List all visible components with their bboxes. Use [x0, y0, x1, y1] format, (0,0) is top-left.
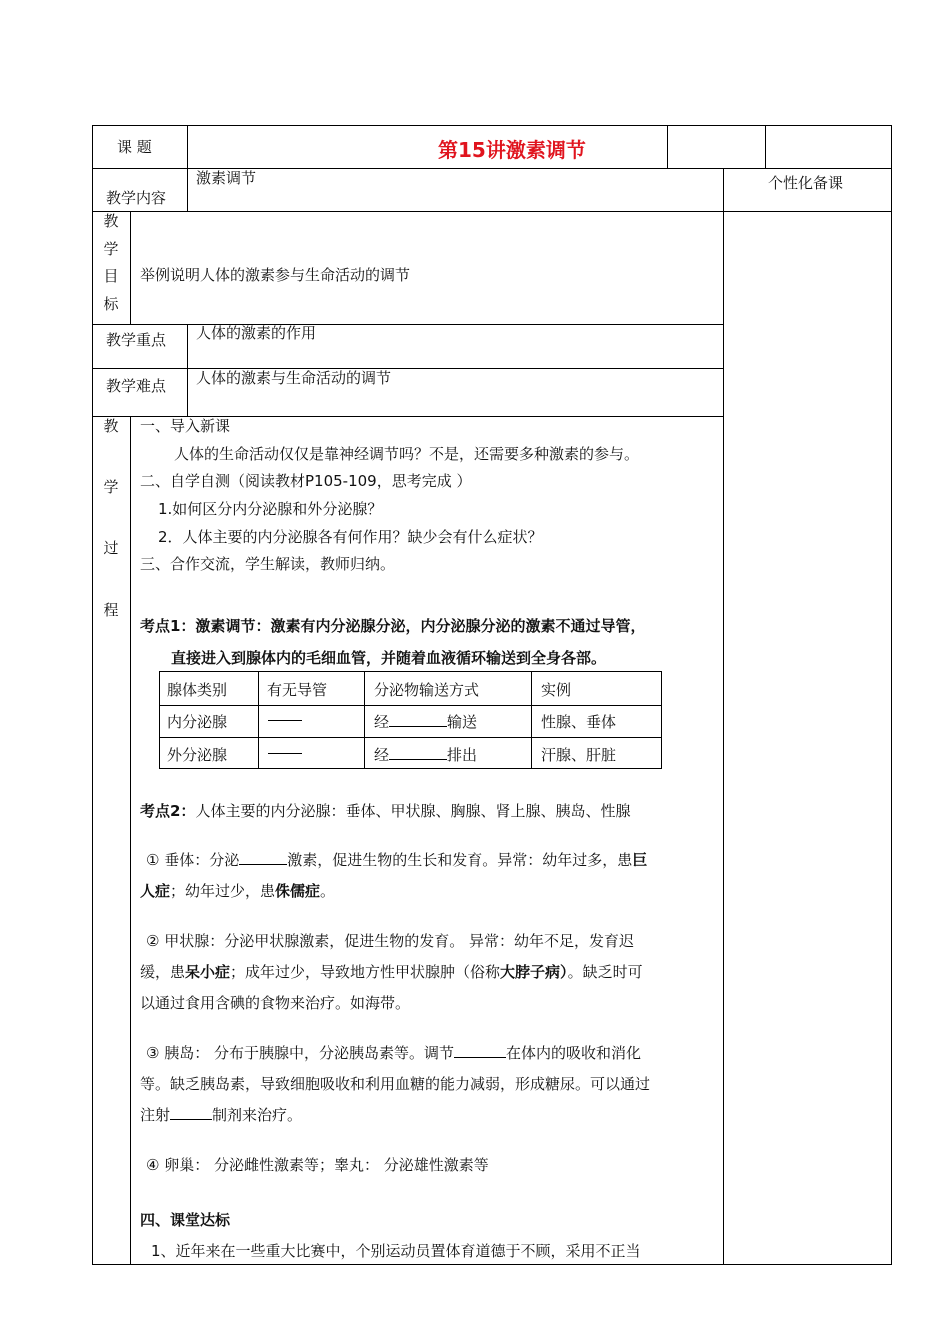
gonads-line: ④ 卵巢： 分泌雌性激素等；睾丸： 分泌雄性激素等	[146, 1156, 489, 1174]
text: 。缺乏时可	[567, 963, 643, 981]
section2-heading: 二、自学自测（阅读教材P105-109，思考完成 ）	[140, 472, 472, 490]
key-point-2	[140, 802, 630, 821]
process-label-char: 过	[103, 539, 119, 557]
section4-question-1: 1、近年来在一些重大比赛中，个别运动员置体育道德于不顾，采用不正当	[151, 1242, 641, 1260]
question-1: 1.如何区分内分泌腺和外分泌腺？	[158, 500, 383, 518]
gland-table-header: 分泌物输送方式	[374, 681, 480, 699]
blank-line	[268, 753, 302, 754]
subject-label: 课 题	[117, 138, 152, 156]
gland-table-cell	[374, 746, 477, 765]
section3-heading: 三、合作交流，学生解读，教师归纳。	[140, 555, 396, 573]
process-label-char: 教	[103, 417, 119, 435]
text: ；幼年过少，患	[170, 882, 276, 900]
pituitary-line1	[146, 851, 647, 870]
process-label-char: 程	[103, 601, 119, 619]
text: 。	[320, 882, 336, 900]
gland-table-cell	[374, 713, 477, 732]
text: ③ 胰岛： 分布于胰腺中，分泌胰岛素等。调节	[146, 1044, 454, 1062]
content-label: 教学内容	[106, 189, 167, 207]
key-point-label: 教学重点	[106, 331, 167, 349]
cell-suffix: 排出	[447, 746, 478, 764]
gland-table-line	[531, 671, 532, 769]
objective-text: 举例说明人体的激素参与生命活动的调节	[140, 266, 411, 284]
objective-label-char: 标	[103, 295, 119, 313]
content-value: 激素调节	[196, 169, 257, 187]
key-point-text: 人体的激素的作用	[196, 324, 317, 342]
text: 制剂来治疗。	[212, 1106, 303, 1124]
process-label-char: 学	[103, 478, 119, 496]
objective-label-char: 学	[103, 240, 119, 258]
section1-text: 人体的生命活动仅仅是靠神经调节吗？不是，还需要多种激素的参与。	[174, 445, 640, 463]
gland-table-cell: 性腺、垂体	[541, 713, 617, 731]
fill-blank	[389, 713, 447, 727]
section4-heading: 四、课堂达标	[140, 1211, 231, 1229]
key-point-2-label: 考点2：	[140, 802, 196, 820]
objective-label-char: 教	[103, 212, 119, 230]
key-point-2-text: 人体主要的内分泌腺：垂体、甲状腺、胸腺、肾上腺、胰岛、性腺	[195, 802, 631, 820]
gland-table-line	[364, 671, 365, 769]
text: 在体内的吸收和消化	[506, 1044, 642, 1062]
text: 激素，促进生物的生长和发育。异常：幼年过多，患	[287, 851, 633, 869]
table-line-title-right	[667, 125, 668, 168]
key-point-1-line2: 直接进入到腺体内的毛细血管，并随着血液循环输送到全身各部。	[171, 649, 607, 667]
islets-line2: 等。缺乏胰岛素，导致细胞吸收和利用血糖的能力减弱，形成糖尿。可以通过	[140, 1075, 651, 1093]
islets-line1	[146, 1044, 641, 1063]
emphasis: 人症	[140, 882, 171, 900]
emphasis: 巨	[632, 851, 648, 869]
text: 缓，患	[140, 963, 186, 981]
gland-table-line	[159, 737, 662, 738]
table-line-extra	[765, 125, 766, 168]
gland-table-line	[159, 768, 662, 769]
table-line-label-col-c	[187, 324, 188, 416]
section1-heading: 一、导入新课	[140, 417, 231, 435]
islets-line3	[140, 1106, 302, 1125]
cell-suffix: 输送	[447, 713, 478, 731]
gland-table-cell: 外分泌腺	[167, 746, 228, 764]
gland-table-header: 腺体类别	[167, 681, 228, 699]
thyroid-line2	[140, 963, 643, 982]
emphasis: 大脖子病）	[500, 963, 568, 981]
table-border-left	[92, 125, 93, 1265]
gland-table-line	[258, 671, 259, 769]
cell-prefix: 经	[374, 713, 390, 731]
table-border-bottom	[92, 1264, 892, 1265]
gland-table-line	[159, 671, 160, 769]
page-title: 第15讲激素调节	[438, 138, 586, 162]
fill-blank	[170, 1106, 212, 1120]
table-line-label-col-b	[130, 211, 131, 324]
gland-table-cell	[268, 713, 302, 732]
text: 注射	[140, 1106, 171, 1124]
gland-table-cell	[268, 746, 302, 765]
thyroid-line3: 以通过食用含碘的食物来治疗。如海带。	[140, 994, 411, 1012]
table-line-personal-col	[723, 168, 724, 1265]
gland-table-header: 实例	[541, 681, 572, 699]
gland-table-line	[159, 671, 662, 672]
fill-blank	[389, 746, 447, 760]
table-border-right	[891, 125, 892, 1265]
table-line-label-col-d	[130, 416, 131, 1265]
emphasis: 呆小症	[185, 963, 231, 981]
gland-table-cell: 内分泌腺	[167, 713, 228, 731]
thyroid-line1: ② 甲状腺：分泌甲状腺激素，促进生物的发育。 异常：幼年不足，发育迟	[146, 932, 634, 950]
difficulty-text: 人体的激素与生命活动的调节	[196, 369, 392, 387]
blank-line	[268, 720, 302, 721]
text: ① 垂体：分泌	[146, 851, 240, 869]
key-point-1-line1: 考点1：激素调节：激素有内分泌腺分泌，内分泌腺分泌的激素不通过导管，	[140, 617, 646, 635]
table-border-top	[92, 125, 892, 126]
emphasis: 侏儒症	[275, 882, 321, 900]
gland-table-cell: 汗腺、肝脏	[541, 746, 617, 764]
gland-table-line	[159, 705, 662, 706]
question-2: 2．人体主要的内分泌腺各有何作用？缺少会有什么症状？	[158, 528, 543, 546]
difficulty-label: 教学难点	[106, 377, 167, 395]
cell-prefix: 经	[374, 746, 390, 764]
gland-table-line	[661, 671, 662, 769]
fill-blank	[454, 1044, 506, 1058]
pituitary-line2	[140, 882, 335, 901]
objective-label-char: 目	[103, 267, 119, 285]
table-line-row2	[92, 211, 892, 212]
table-line-label-col-a	[187, 125, 188, 211]
personal-prep-label: 个性化备课	[768, 174, 844, 192]
text: ；成年过少，导致地方性甲状腺肿（俗称	[230, 963, 501, 981]
gland-table-header: 有无导管	[267, 681, 328, 699]
fill-blank	[239, 851, 287, 865]
